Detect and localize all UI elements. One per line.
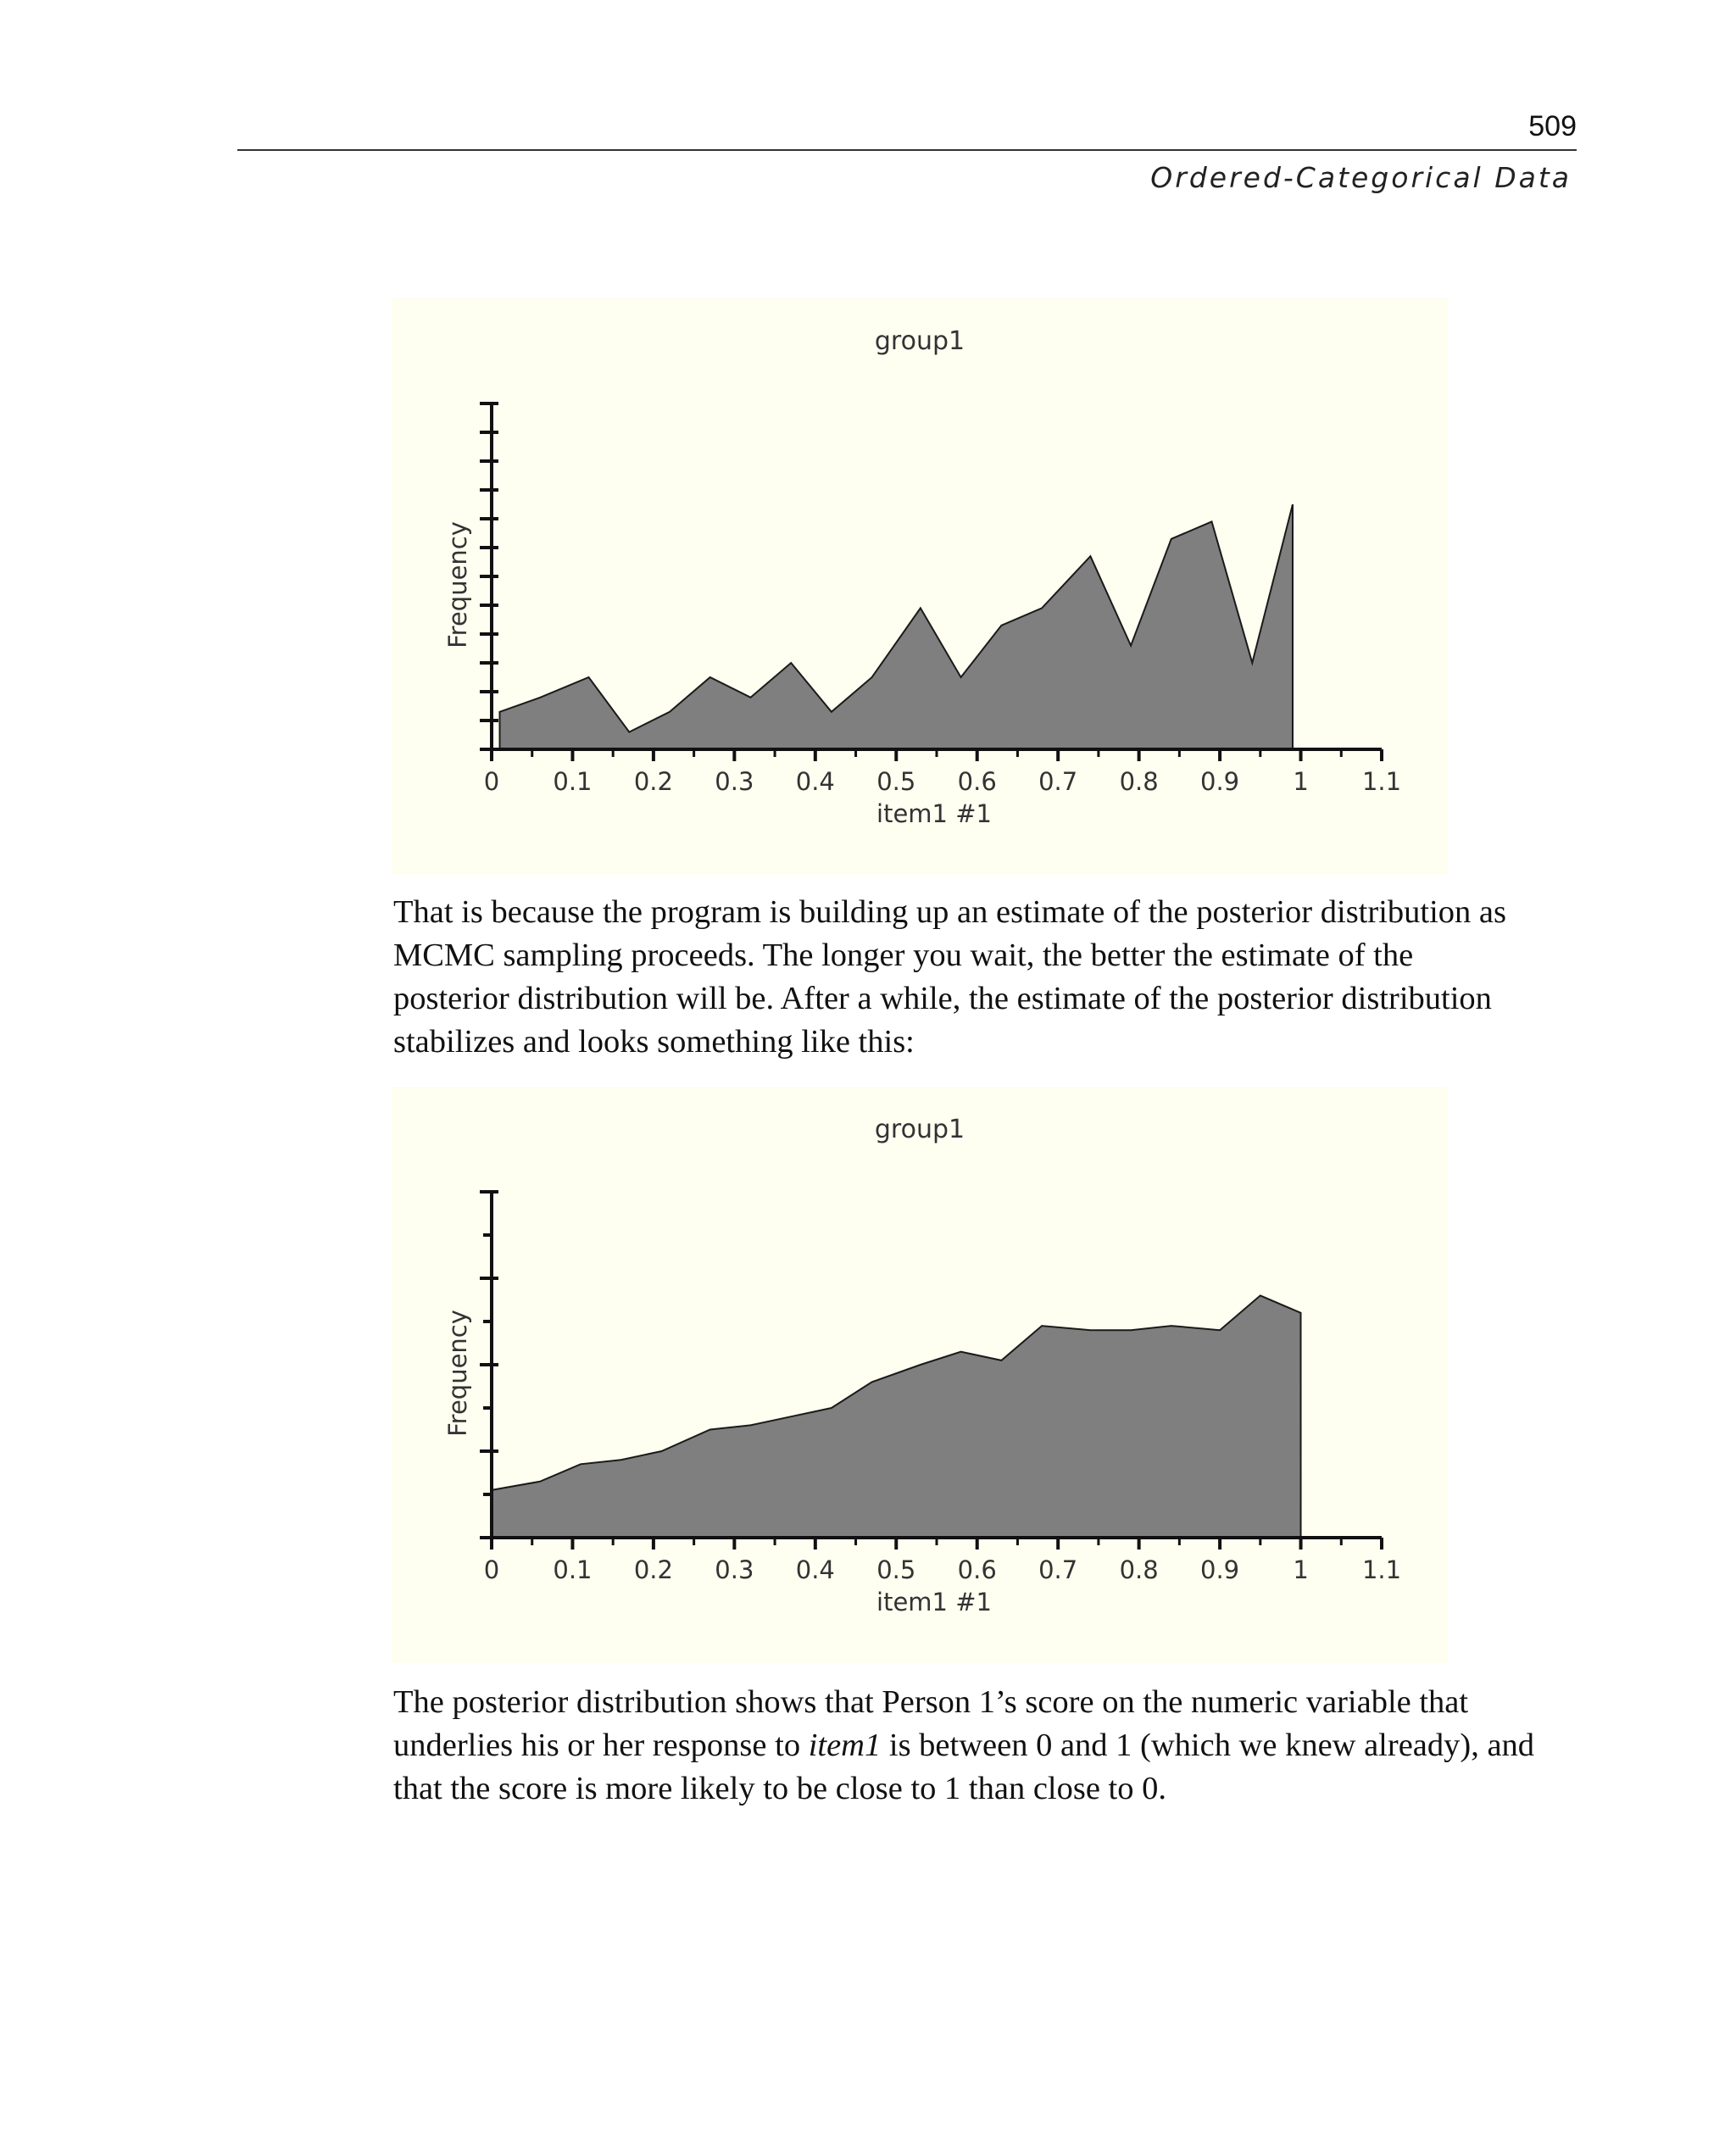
running-head: Ordered-Categorical Data [1150, 161, 1572, 194]
chart-2 [392, 1087, 1448, 1663]
x-tick-label: 0.6 [957, 1555, 997, 1584]
figure-1 [392, 298, 1448, 875]
y-axis-label: Frequency [443, 1310, 472, 1437]
x-tick-label: 1.1 [1361, 1555, 1402, 1584]
x-tick-label: 0.1 [553, 1555, 593, 1584]
header-rule [237, 149, 1577, 151]
x-tick-label: 1 [1293, 1555, 1309, 1584]
chart-1 [392, 298, 1448, 875]
x-tick-label: 0.8 [1119, 767, 1159, 796]
x-axis-label: item1 #1 [876, 799, 992, 828]
figure-2 [392, 1087, 1448, 1663]
page-number: 509 [1528, 110, 1577, 142]
paragraph-2 [393, 1681, 1589, 1811]
x-tick-label: 0.9 [1200, 1555, 1240, 1584]
paragraph-line: posterior distribution will be. After a while, the estimate of the posterior distribution [393, 981, 1492, 1016]
x-tick-label: 0.2 [633, 767, 673, 796]
x-tick-label: 1 [1293, 767, 1309, 796]
x-axis-label: item1 #1 [876, 1588, 992, 1616]
x-tick-label: 0.7 [1038, 1555, 1078, 1584]
x-tick-label: 1.1 [1361, 767, 1402, 796]
paragraph-line [393, 1724, 1589, 1767]
x-tick-label: 0.8 [1119, 1555, 1159, 1584]
x-tick-label: 0 [483, 767, 500, 796]
x-tick-label: 0.7 [1038, 767, 1078, 796]
paragraph-line: That is because the program is building up an estimate of the posterior distribution as [393, 894, 1506, 930]
x-tick-label: 0.5 [876, 767, 916, 796]
x-tick-label: 0.3 [715, 1555, 754, 1584]
x-tick-label: 0.4 [795, 767, 835, 796]
y-axis-label: Frequency [443, 521, 472, 648]
paragraph-line: The posterior distribution shows that Person 1’s score on the numeric variable that [393, 1684, 1469, 1720]
area-series [500, 504, 1294, 749]
chart-title: group1 [874, 326, 965, 356]
x-tick-label: 0.4 [795, 1555, 835, 1584]
area-series [492, 1295, 1301, 1538]
paragraph-line: MCMC sampling proceeds. The longer you wait, the better the estimate of the [393, 938, 1414, 973]
paragraph-line: stabilizes and looks something like this: [393, 1024, 915, 1060]
x-tick-label: 0.3 [715, 767, 754, 796]
paragraph-text: underlies his or her response to [393, 1728, 809, 1763]
x-tick-label: 0.5 [876, 1555, 916, 1584]
paragraph-1 [393, 891, 1589, 1064]
x-tick-label: 0.2 [633, 1555, 673, 1584]
paragraph-text: is between 0 and 1 (which we knew already), and [881, 1728, 1535, 1763]
item1-emphasis: item1 [808, 1728, 882, 1763]
x-tick-label: 0 [483, 1555, 500, 1584]
chart-title: group1 [874, 1115, 965, 1144]
paragraph-line: that the score is more likely to be close to 1 than close to 0. [393, 1771, 1167, 1806]
x-tick-label: 0.1 [553, 767, 593, 796]
x-tick-label: 0.9 [1200, 767, 1240, 796]
x-tick-label: 0.6 [957, 767, 997, 796]
